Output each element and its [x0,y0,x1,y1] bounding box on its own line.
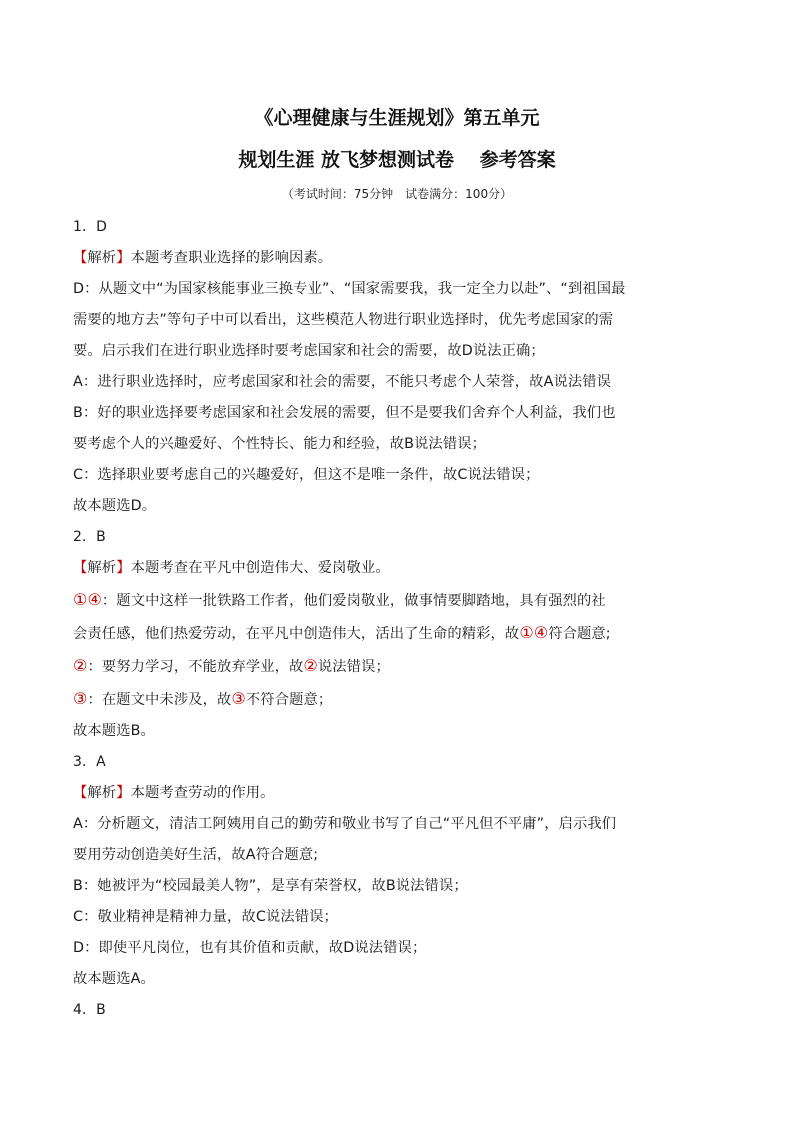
analysis-text: 本题考查在平凡中创造伟大、爱岗敬业。 [130,560,390,576]
analysis-bracket-open: 【 [73,785,88,801]
text-line: D：从题文中“为国家核能事业三换专业”、“国家需要我，我一定全力以赴”、“到祖国最 [73,281,626,297]
conclusion-line: 故本题选D。 [73,498,157,514]
question-2-answer: 2．B [73,529,106,545]
circled-three: ③ [73,689,88,708]
document-title: 《心理健康与生涯规划》第五单元 [254,107,540,129]
analysis-bracket-close: 】 [116,785,131,801]
analysis-bracket-open: 【 [73,560,88,576]
circled-one: ① [73,590,88,609]
text-line: C：选择职业要考虑自己的兴趣爱好，但这不是唯一条件，故C说法错误； [73,467,540,483]
question-3-answer: 3．A [73,754,106,770]
text-line: A：进行职业选择时，应考虑国家和社会的需要，不能只考虑个人荣誉，故A说法错误 [73,374,612,390]
circled-four: ④ [87,590,102,609]
question-4-answer: 4．B [73,1002,106,1018]
line-tail: 不符合题意； [245,692,333,708]
circled-two: ② [303,656,318,675]
exam-info: （考试时间：75分钟 试卷满分：100分） [281,187,513,201]
analysis-bracket-close: 】 [116,250,131,266]
analysis-label: 解析 [87,785,117,801]
question-2-analysis [73,553,683,584]
circled-four: ④ [533,623,549,642]
analysis-text: 本题考查劳动的作用。 [130,785,275,801]
text-line: 需要的地方去”等句子中可以看出，这些模范人物进行职业选择时，优先考虑国家的需 [73,312,614,328]
document-subtitle: 规划生涯 放飞梦想测试卷 参考答案 [238,149,556,171]
text-line: B：好的职业选择要考虑国家和社会发展的需要，但不是要我们舍弃个人利益，我们也 [73,405,616,421]
question-1-answer: 1．D [73,219,107,235]
analysis-bracket-open: 【 [73,250,88,266]
text-line: 要考虑个人的兴趣爱好、个性特长、能力和经验，故B说法错误； [73,436,487,452]
question-1-analysis [73,243,683,274]
text-line [73,650,683,683]
text-line: 要。启示我们在进行职业选择时要考虑国家和社会的需要，故D说法正确； [73,343,545,359]
analysis-bracket-close: 】 [116,560,131,576]
analysis-label: 解析 [87,250,117,266]
circled-two: ② [73,656,88,675]
analysis-text: 本题考查职业选择的影响因素。 [130,250,333,266]
line-tail: 说法错误； [317,659,390,675]
question-3-analysis [73,778,683,809]
text-line: A：分析题文，清洁工阿姨用自己的勤劳和敬业书写了自己“平凡但不平庸”，启示我们 [73,816,617,832]
line-text: ：题文中这样一批铁路工作者，他们爱岗敬业，做事情要脚踏地，具有强烈的社 [101,593,606,609]
line-text: 会责任感，他们热爱劳动，在平凡中创造伟大，活出了生命的精彩，故 [73,626,520,642]
circled-three: ③ [231,689,246,708]
line-text: ：在题文中未涉及，故 [87,692,232,708]
conclusion-line: 故本题选B。 [73,723,155,739]
circled-one: ① [519,623,534,642]
analysis-label: 解析 [87,560,117,576]
text-line [73,584,683,617]
text-line: D：即使平凡岗位，也有其价值和贡献，故D说法错误； [73,940,427,956]
text-line [73,683,683,716]
text-line: 要用劳动创造美好生活，故A符合题意; [73,847,319,863]
text-line: C：敬业精神是精神力量，故C说法错误； [73,909,338,925]
conclusion-line: 故本题选A。 [73,971,155,987]
line-tail: 符合题意; [548,626,611,642]
answer-body [73,212,683,1026]
text-line: B：她被评为“校园最美人物”，是享有荣誉权，故B说法错误； [73,878,468,894]
text-line [73,617,683,650]
line-text: ：要努力学习，不能放弃学业，故 [87,659,304,675]
